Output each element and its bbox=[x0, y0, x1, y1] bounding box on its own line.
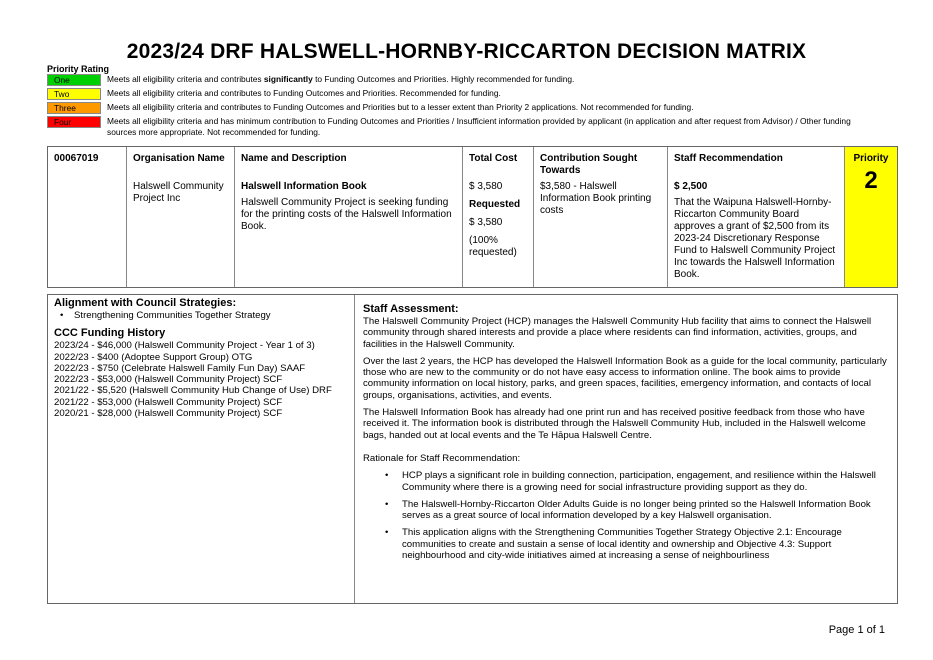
legend-text-two: Meets all eligibility criteria and contributes to Funding Outcomes and Priorities. Recommended for funding. bbox=[107, 88, 501, 98]
legend-label-four: Four bbox=[47, 116, 101, 128]
priority-legend bbox=[47, 74, 877, 140]
page-number: Page 1 of 1 bbox=[828, 624, 885, 636]
total-cost-value: $ 3,580 bbox=[469, 181, 503, 192]
funding-history-item: 2021/22 - $5,520 (Halswell Community Hub Change of Use) DRF bbox=[54, 385, 332, 397]
assessment-paragraph: The Halswell Information Book has already had one print run and has received positive feedback from those who have received it. The information book is distributed through the Halswell Community Hub, included in the Halswell welcome bags, handed out at local events and the Te Hāpua Halswell Centre. bbox=[363, 407, 866, 441]
funding-history-item: 2022/23 - $53,000 (Halswell Community Project) SCF bbox=[54, 374, 283, 386]
legend-text-four: Meets all eligibility criteria and has minimum contribution to Funding Outcomes and Priorities / Insufficient information provided by applicant (in application and after request from Advisor) / Other funding sources more appropriate. Not recommended for funding. bbox=[107, 116, 851, 137]
organisation-name: Halswell Community Project Inc bbox=[133, 181, 224, 204]
legend-row-four bbox=[47, 116, 877, 138]
priority-rating-heading: Priority Rating bbox=[47, 64, 110, 74]
legend-row-three bbox=[47, 102, 877, 114]
contribution-value: $3,580 - Halswell Information Book printing costs bbox=[540, 181, 652, 216]
page-title: 2023/24 DRF HALSWELL-HORNBY-RICCARTON DECISION MATRIX bbox=[126, 40, 807, 63]
staff-assessment-pane bbox=[355, 295, 897, 603]
funding-history-item: 2023/24 - $46,000 (Halswell Community Project - Year 1 of 3) bbox=[54, 340, 315, 352]
legend-label-two: Two bbox=[47, 88, 101, 100]
rationale-item: • HCP plays a significant role in building connection, participation, engagement, and resilience within the Halswell Community where there is a growing need for social infrastructure providing support as they do. bbox=[363, 470, 889, 493]
funding-history-heading: CCC Funding History bbox=[54, 327, 166, 340]
total-cost-header: Total Cost bbox=[469, 153, 518, 164]
staff-recommendation-amount: $ 2,500 bbox=[674, 181, 708, 192]
funding-history-item: 2020/21 - $28,000 (Halswell Community Project) SCF bbox=[54, 408, 283, 420]
contribution-header: Contribution Sought Towards bbox=[540, 153, 638, 176]
priority-cell bbox=[845, 147, 897, 287]
legend-label-one: One bbox=[47, 74, 101, 86]
name-description-header: Name and Description bbox=[241, 153, 347, 164]
funding-history-item: 2022/23 - $750 (Celebrate Halswell Family Fun Day) SAAF bbox=[54, 362, 306, 374]
assessment-paragraph: The Halswell Community Project (HCP) manages the Halswell Community Hub facility that aims to connect the Halswell community through shared interests and provide a place where residents can find information, activities, groups, and facilities in the Halswell Community. bbox=[363, 316, 872, 350]
funding-history-item: 2022/23 - $400 (Adoptee Support Group) OTG bbox=[54, 351, 253, 363]
project-name: Halswell Information Book bbox=[241, 181, 367, 192]
assessment-table bbox=[47, 294, 898, 604]
legend-text-one: Meets all eligibility criteria and contributes significantly to Funding Outcomes and Priorities. Highly recommended for funding. bbox=[107, 74, 575, 84]
alignment-heading: Alignment with Council Strategies: bbox=[54, 297, 237, 309]
requested-amount: $ 3,580 bbox=[469, 217, 503, 228]
staff-recommendation-text: That the Waipuna Halswell-Hornby-Riccarton Community Board approves a grant of $2,500 from its 2023-24 Discretionary Response Fund to Halswell Community Project Inc towards the Halswell Information Book. bbox=[674, 197, 836, 280]
legend-row-one bbox=[47, 74, 877, 86]
alignment-item: • Strengthening Communities Together Strategy bbox=[54, 310, 348, 321]
staff-assessment-heading: Staff Assessment: bbox=[363, 303, 459, 315]
priority-value: 2 bbox=[864, 167, 878, 194]
staff-recommendation-cell bbox=[668, 147, 845, 287]
total-cost-cell bbox=[463, 147, 534, 287]
rationale-item: • This application aligns with the Strengthening Communities Together Strategy Objective 2.1: Encourage communities to create and sustain a sense of local identity and ownership and Objective 4.3: Support neighbourhood and city-wide initiatives aimed at increasing a sense of neighbourliness bbox=[363, 527, 889, 561]
rationale-item: • The Halswell-Hornby-Riccarton Older Adults Guide is no longer being printed so the Halswell Information Book serves as a great source of local information developed by a key Halswell organisation. bbox=[363, 499, 889, 522]
priority-header: Priority bbox=[853, 153, 889, 164]
strategy-history-pane bbox=[48, 295, 355, 603]
application-id-cell bbox=[48, 147, 127, 287]
organisation-header: Organisation Name bbox=[133, 153, 225, 164]
application-summary-table bbox=[47, 146, 898, 288]
project-description: Halswell Community Project is seeking funding for the printing costs of the Halswell Information Book. bbox=[241, 197, 452, 232]
funding-history-item: 2021/22 - $53,000 (Halswell Community Project) SCF bbox=[54, 396, 283, 408]
organisation-cell bbox=[127, 147, 235, 287]
requested-label: Requested bbox=[469, 199, 521, 210]
staff-recommendation-header: Staff Recommendation bbox=[674, 153, 783, 164]
legend-row-two bbox=[47, 88, 877, 100]
requested-percentage: (100% requested) bbox=[469, 235, 517, 258]
application-id: 00067019 bbox=[54, 153, 99, 164]
rationale-heading: Rationale for Staff Recommendation: bbox=[363, 452, 521, 464]
legend-text-three: Meets all eligibility criteria and contributes to Funding Outcomes and Priorities but to a lesser extent than Priority 2 applications. Not recommended for funding. bbox=[107, 102, 694, 112]
name-description-cell bbox=[235, 147, 463, 287]
contribution-cell bbox=[534, 147, 668, 287]
legend-label-three: Three bbox=[47, 102, 101, 114]
assessment-paragraph: Over the last 2 years, the HCP has developed the Halswell Information Book as a guide for the local community, particularly those who are new to the community or do not have easy access to information online. The book aims to provide community information on local history, parks, and green spaces, facilities, emergency information, and contacts of local groups, organisations, activities, and events. bbox=[363, 355, 887, 401]
